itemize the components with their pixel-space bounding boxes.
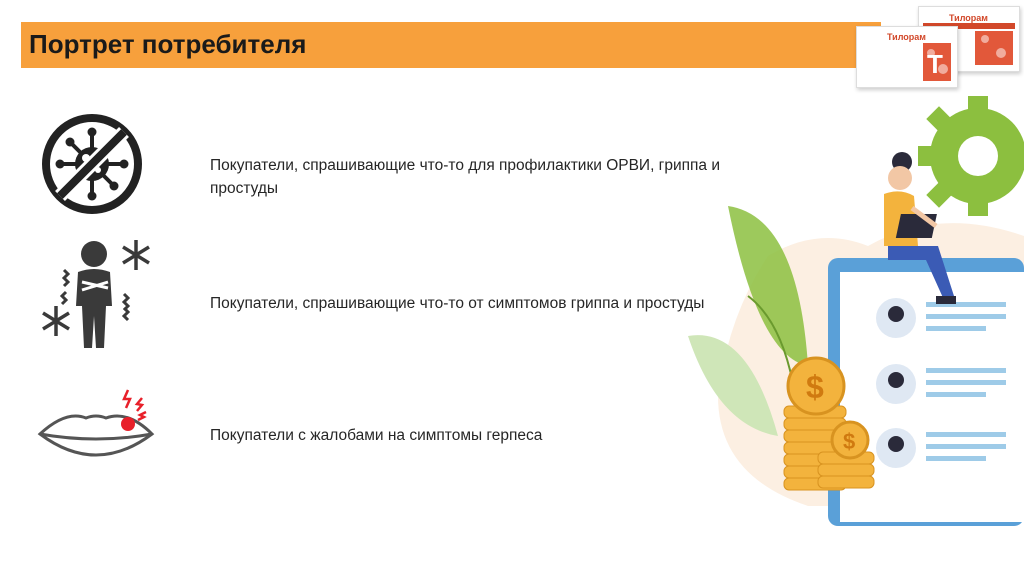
dollar-coin-icon	[788, 358, 844, 414]
consumer-illustration	[688, 96, 1024, 526]
pain-spark-icon	[124, 390, 146, 420]
snowflake-icon-2	[43, 306, 69, 336]
svg-text:$: $	[806, 369, 824, 405]
herpes-lips-icon	[36, 386, 156, 466]
svg-text:$: $	[843, 429, 856, 454]
dollar-coin-icon-2	[832, 422, 868, 458]
cold-person-icon	[38, 236, 156, 354]
page-title: Портрет потребителя	[29, 29, 307, 59]
snowflake-icon	[123, 240, 149, 270]
product-letter-front: Т	[927, 49, 943, 79]
row-text-prevention: Покупатели, спрашивающие что-то для профилактики ОРВИ, гриппа и простуды	[210, 157, 720, 197]
no-virus-icon	[40, 112, 144, 216]
product-name-front: Тилорам	[887, 32, 926, 42]
row-text-herpes: Покупатели с жалобами на симптомы герпеса	[210, 427, 543, 444]
product-name-back: Тилорам	[949, 13, 988, 23]
row-text-symptoms: Покупатели, спрашивающие что-то от симптомов гриппа и простуды	[210, 295, 705, 312]
product-package-front	[856, 26, 958, 88]
title-bar	[21, 22, 881, 68]
